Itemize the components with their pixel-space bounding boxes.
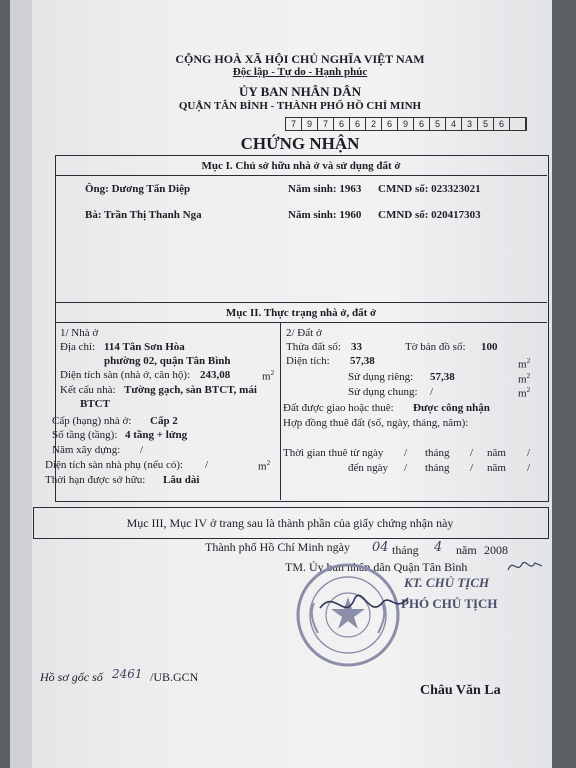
address-label: Địa chỉ: [60,341,96,353]
plot-value: 33 [351,341,362,353]
initials-scribble-icon [505,556,545,576]
unit-m2: $m^2$ [518,357,531,371]
section1-heading: Mục I. Chủ sở hữu nhà ở và sử dụng đất ở [201,160,401,172]
lease-to-slash: / [527,462,531,474]
lease-to-slash: / [470,462,474,474]
role1: KT. CHỦ TỊCH [404,575,490,590]
page-edge-shadow [10,0,32,768]
footer-note: Mục III, Mục IV ở trang sau là thành phần của giấy chứng nhận này [126,516,454,530]
record-number: 2461 [112,667,143,681]
serial-digit: 6 [350,118,366,130]
structure-value-line2: BTCT [80,398,110,410]
date-year: 2008 [484,543,508,557]
unit-m2: $m^2$ [518,372,531,386]
authority-title: ỦY BAN NHÂN DÂN [239,84,361,99]
address-line1: 114 Tân Sơn Hòa [104,341,185,353]
record-suffix: /UB.GCN [150,670,199,684]
serial-digit: 5 [430,118,446,130]
record-label: Hồ sơ gốc số [40,670,103,684]
map-value: 100 [481,341,498,353]
owner2-name: Bà: Trần Thị Thanh Nga [85,209,202,221]
divider [55,175,547,176]
role2: PHÓ CHỦ TỊCH [401,596,498,611]
serial-digit: 7 [318,118,334,130]
district-title: QUẬN TÂN BÌNH - THÀNH PHỐ HỒ CHÍ MINH [178,100,422,112]
owner1-birth: Năm sinh: 1963 [288,183,362,195]
lease-to-year: năm [487,462,506,474]
private-use-label: Sử dụng riêng: [348,371,414,383]
serial-digit: 5 [478,118,494,130]
lease-to-label: đến ngày [348,462,389,474]
structure-value: Tường gạch, sàn BTCT, mái [124,384,257,396]
date-day: 04 [372,540,389,555]
signature-scribble-icon [300,578,420,628]
grade-value: Cấp 2 [150,415,178,427]
divider [55,322,547,323]
unit-m2: $m^2$ [258,459,271,473]
date-month: 4 [434,540,443,555]
serial-digit: 9 [398,118,414,130]
common-use-label: Sử dụng chung: [348,386,418,398]
structure-label: Kết cấu nhà: [60,384,116,396]
lease-from-slash: / [404,447,408,459]
land-area-value: 57,38 [350,355,375,367]
lease-to-slash: / [404,462,408,474]
owner2-birth: Năm sinh: 1960 [288,209,362,221]
common-use-value: / [430,386,434,398]
unit-m2: $m^2$ [262,369,275,383]
lease-from-year: năm [487,447,506,459]
lease-from-month: tháng [425,447,450,459]
date-month-label: tháng [392,543,419,557]
city-date-prefix: Thành phố Hồ Chí Minh ngày [205,540,350,554]
document-title: CHỨNG NHẬN [240,134,360,153]
house-title: 1/ Nhà ở [60,327,99,339]
lease-from-label: Thời gian thuê từ ngày [283,447,384,459]
address-line2: phường 02, quận Tân Bình [104,355,231,367]
serial-digit [510,118,526,130]
year-built-value: / [140,444,144,456]
year-built-label: Năm xây dựng: [52,444,121,456]
serial-digit: 6 [414,118,430,130]
term-value: Lâu dài [163,474,200,486]
floors-label: Số tầng (tầng): [52,429,118,441]
serial-digit: 2 [366,118,382,130]
land-title: 2/ Đất ở [286,327,322,339]
serial-digit: 6 [494,118,510,130]
allocation-label: Đất được giao hoặc thuê: [283,402,394,414]
private-use-value: 57,38 [430,371,455,383]
plot-label: Thửa đất số: [286,341,341,353]
column-divider [280,322,281,500]
owner2-id: CMND số: 020417303 [378,209,481,221]
lease-from-slash: / [470,447,474,459]
owner1-name: Ông: Dương Tấn Diệp [85,183,191,195]
lease-to-month: tháng [425,462,450,474]
serial-digit: 7 [286,118,302,130]
allocation-value: Được công nhận [413,402,490,414]
section2-heading: Mục II. Thực trạng nhà ở, đất ở [225,307,377,319]
term-label: Thời hạn được sở hữu: [45,474,146,486]
serial-digit: 3 [462,118,478,130]
floors-value: 4 tầng + lửng [125,429,188,441]
owner1-id: CMND số: 023323021 [378,183,481,195]
on-behalf-label: TM. Ủy ban nhân dân Quận Tân Bình [285,560,468,574]
unit-m2: $m^2$ [518,386,531,400]
signer-name: Châu Văn La [420,683,501,698]
serial-number-boxes [285,117,527,131]
lease-contract-label: Hợp đồng thuê đất (số, ngày, tháng, năm): [283,417,469,429]
serial-digit: 6 [382,118,398,130]
map-label: Tờ bản đồ số: [405,341,466,353]
floor-area-label: Diện tích sàn (nhà ở, căn hộ): [60,369,191,381]
grade-label: Cấp (hạng) nhà ở: [52,415,132,427]
land-area-label: Diện tích: [286,355,330,367]
nation-title: CỘNG HOÀ XÃ HỘI CHỦ NGHĨA VIỆT NAM [175,52,425,66]
aux-area-label: Diện tích sàn nhà phụ (nếu có): [45,459,184,471]
serial-digit: 9 [302,118,318,130]
motto: Độc lập - Tự do - Hạnh phúc [232,66,368,78]
floor-area-value: 243,08 [200,369,231,381]
serial-digit: 6 [334,118,350,130]
divider [55,302,547,303]
aux-area-value: / [205,459,209,471]
lease-from-slash: / [527,447,531,459]
date-year-label: năm [456,543,477,557]
serial-digit: 4 [446,118,462,130]
